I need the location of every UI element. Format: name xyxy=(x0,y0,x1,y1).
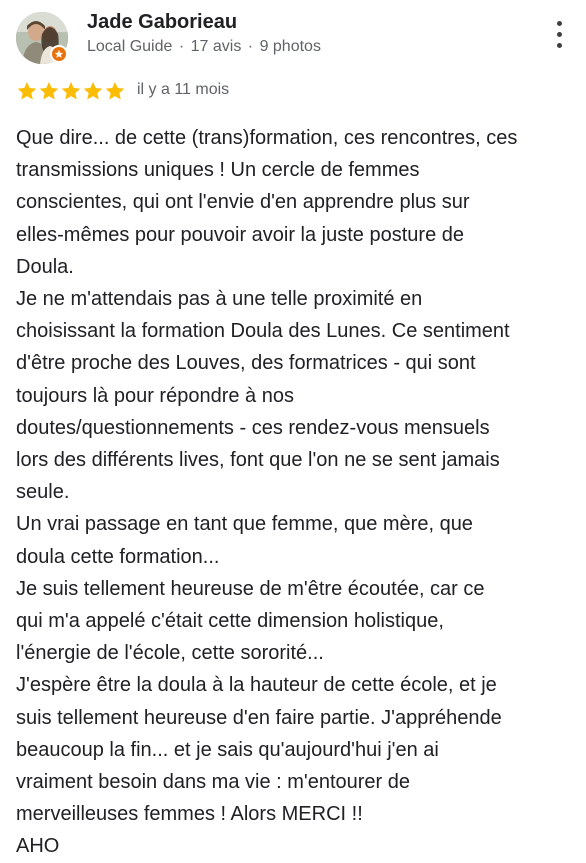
review-header xyxy=(16,8,570,66)
meta-separator: · xyxy=(247,38,254,55)
rating-row xyxy=(16,79,576,103)
star-icon xyxy=(16,80,38,102)
more-vertical-icon xyxy=(557,32,562,37)
local-guide-badge-icon xyxy=(50,45,68,63)
star-icon xyxy=(60,80,82,102)
star-icon xyxy=(82,80,104,102)
more-vertical-icon xyxy=(557,21,562,26)
photo-count: 9 photos xyxy=(259,38,321,55)
meta-separator: · xyxy=(178,38,185,55)
review-text: Que dire... de cette (trans)formation, ces rencontres, ces transmissions uniques ! Un cercle de femmes conscientes, qui ont l'envie d'en apprendre plus sur elles-mêmes pour pouvoir avoir la juste posture de Doula. Je ne m'attendais pas à une telle proximité en choisissant la formation Doula des Lunes. Ce sentiment d'être proche des Louves, des formatrices - qui sont toujours là pour répondre à nos doutes/questionnements - ces rendez-vous mensuels lors des différents lives, font que l'on ne se sent jamais seule. Un vrai passage en tant que femme, que mère, que doula cette formation... Je suis tellement heureuse de m'être écoutée, car ce qui m'a appelé c'était cette dimension holistique, l'énergie de l'école, cette sororité... J'espère être la doula à la hauteur de cette école, et je suis tellement heureuse d'en faire partie. J'appréhende beaucoup la fin... et je sais qu'aujourd'hui j'en ai vraiment besoin dans ma vie : m'entourer de merveilleuses femmes ! Alors MERCI !! AHO xyxy=(16,127,518,858)
star-rating xyxy=(16,80,126,102)
local-guide-label: Local Guide xyxy=(87,38,173,55)
star-icon xyxy=(104,80,126,102)
author-meta xyxy=(87,38,321,56)
more-options-button[interactable] xyxy=(550,18,570,52)
review-time: il y a 11 mois xyxy=(137,81,230,98)
author-name[interactable]: Jade Gaborieau xyxy=(87,11,238,33)
review-count: 17 avis xyxy=(190,38,242,55)
star-icon xyxy=(38,80,60,102)
more-vertical-icon xyxy=(557,43,562,48)
